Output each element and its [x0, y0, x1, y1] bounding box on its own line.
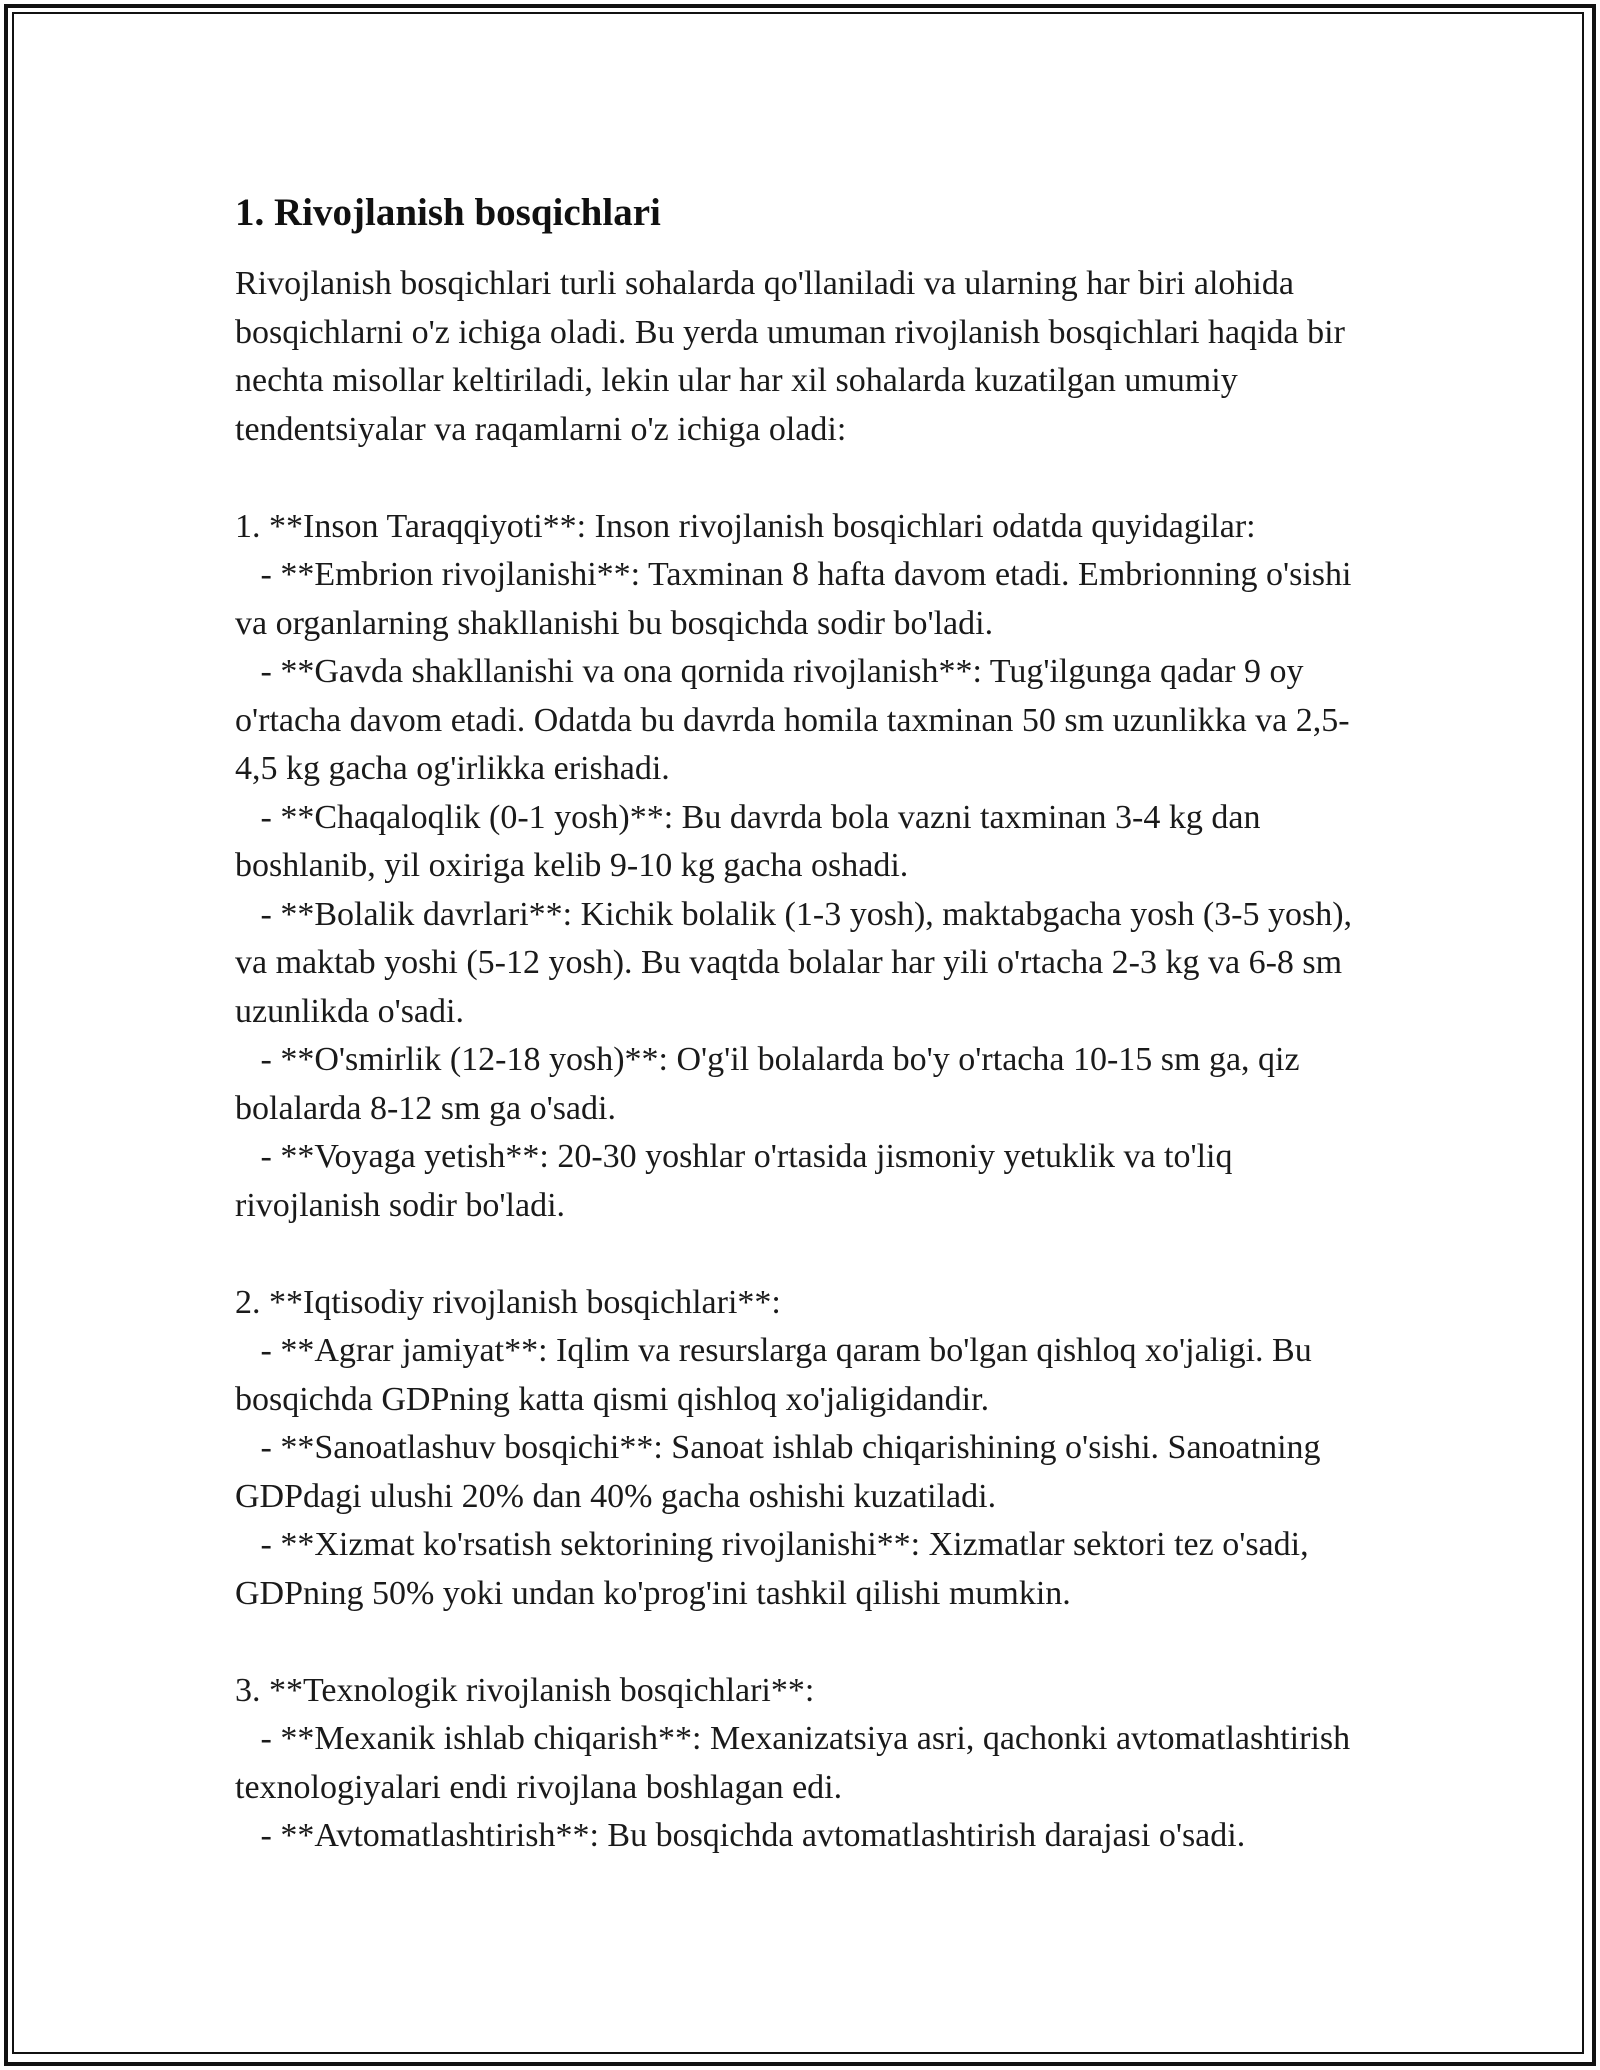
list-item: - **Sanoatlashuv bosqichi**: Sanoat ishlab chiqarishining o'sishi. Sanoatning GDPdagi ulushi 20% dan 40% gacha oshishi kuzatiladi.: [235, 1429, 1330, 1515]
list-item: - **O'smirlik (12-18 yosh)**: O'g'il bolalarda bo'y o'rtacha 10-15 sm ga, qiz bolalarda 8-12 sm ga o'sadi.: [235, 1041, 1309, 1127]
list-item: - **Voyaga yetish**: 20-30 yoshlar o'rtasida jismoniy yetuklik va to'liq rivojlanish sodir bo'ladi.: [235, 1138, 1242, 1224]
section-heading-texnologik: 3. **Texnologik rivojlanish bosqichlari**:: [235, 1671, 815, 1709]
paragraph-gap: [235, 454, 1365, 503]
document-title: 1. Rivojlanish bosqichlari: [235, 191, 661, 234]
list-item: - **Chaqaloqlik (0-1 yosh)**: Bu davrda bola vazni taxminan 3-4 kg dan boshlanib, yil oxiriga kelib 9-10 kg gacha oshadi.: [235, 798, 1269, 884]
document-content: [235, 188, 1365, 1861]
paragraph-gap: [235, 1618, 1365, 1667]
paragraph-gap: [235, 1230, 1365, 1279]
list-item: - **Agrar jamiyat**: Iqlim va resurslarga qaram bo'lgan qishloq xo'jaligi. Bu bosqichda GDPning katta qismi qishloq xo'jaligidandir.: [235, 1332, 1321, 1418]
section-heading-iqtisodiy: 2. **Iqtisodiy rivojlanish bosqichlari**:: [235, 1283, 781, 1321]
list-item: - **Mexanik ishlab chiqarish**: Mexanizatsiya asri, qachonki avtomatlashtirish texnologiyalari endi rivojlana boshlagan edi.: [235, 1720, 1359, 1806]
list-item: - **Xizmat ko'rsatish sektorining rivojlanishi**: Xizmatlar sektori tez o'sadi, GDPning 50% yoki undan ko'prog'ini tashkil qilishi mumkin.: [235, 1526, 1318, 1612]
list-item: - **Gavda shakllanishi va ona qornida rivojlanish**: Tug'ilgunga qadar 9 oy o'rtacha davom etadi. Odatda bu davrda homila taxminan 50 sm uzunlikka va 2,5-4,5 kg gacha og'irlikka erishadi.: [235, 653, 1350, 787]
list-item: - **Avtomatlashtirish**: Bu bosqichda avtomatlashtirish darajasi o'sadi.: [235, 1817, 1246, 1854]
list-item: - **Bolalik davrlari**: Kichik bolalik (1-3 yosh), maktabgacha yosh (3-5 yosh), va maktab yoshi (5-12 yosh). Bu vaqtda bolalar har yili o'rtacha 2-3 kg va 6-8 sm uzunlikda o'sadi.: [235, 895, 1361, 1030]
intro-paragraph: Rivojlanish bosqichlari turli sohalarda qo'llaniladi va ularning har biri alohida bosqichlarni o'z ichiga oladi. Bu yerda umuman rivojlanish bosqichlari haqida bir nechta misollar keltiriladi, lekin ular har xil sohalarda kuzatilgan umumiy tendentsiyalar va raqamlarni o'z ichiga oladi:: [235, 265, 1354, 448]
section-heading-inson: 1. **Inson Taraqqiyoti**: Inson rivojlanish bosqichlari odatda quyidagilar:: [235, 507, 1256, 545]
list-item: - **Embrion rivojlanishi**: Taxminan 8 hafta davom etadi. Embrionning o'sishi va organlarning shakllanishi bu bosqichda sodir bo'ladi.: [235, 556, 1360, 642]
